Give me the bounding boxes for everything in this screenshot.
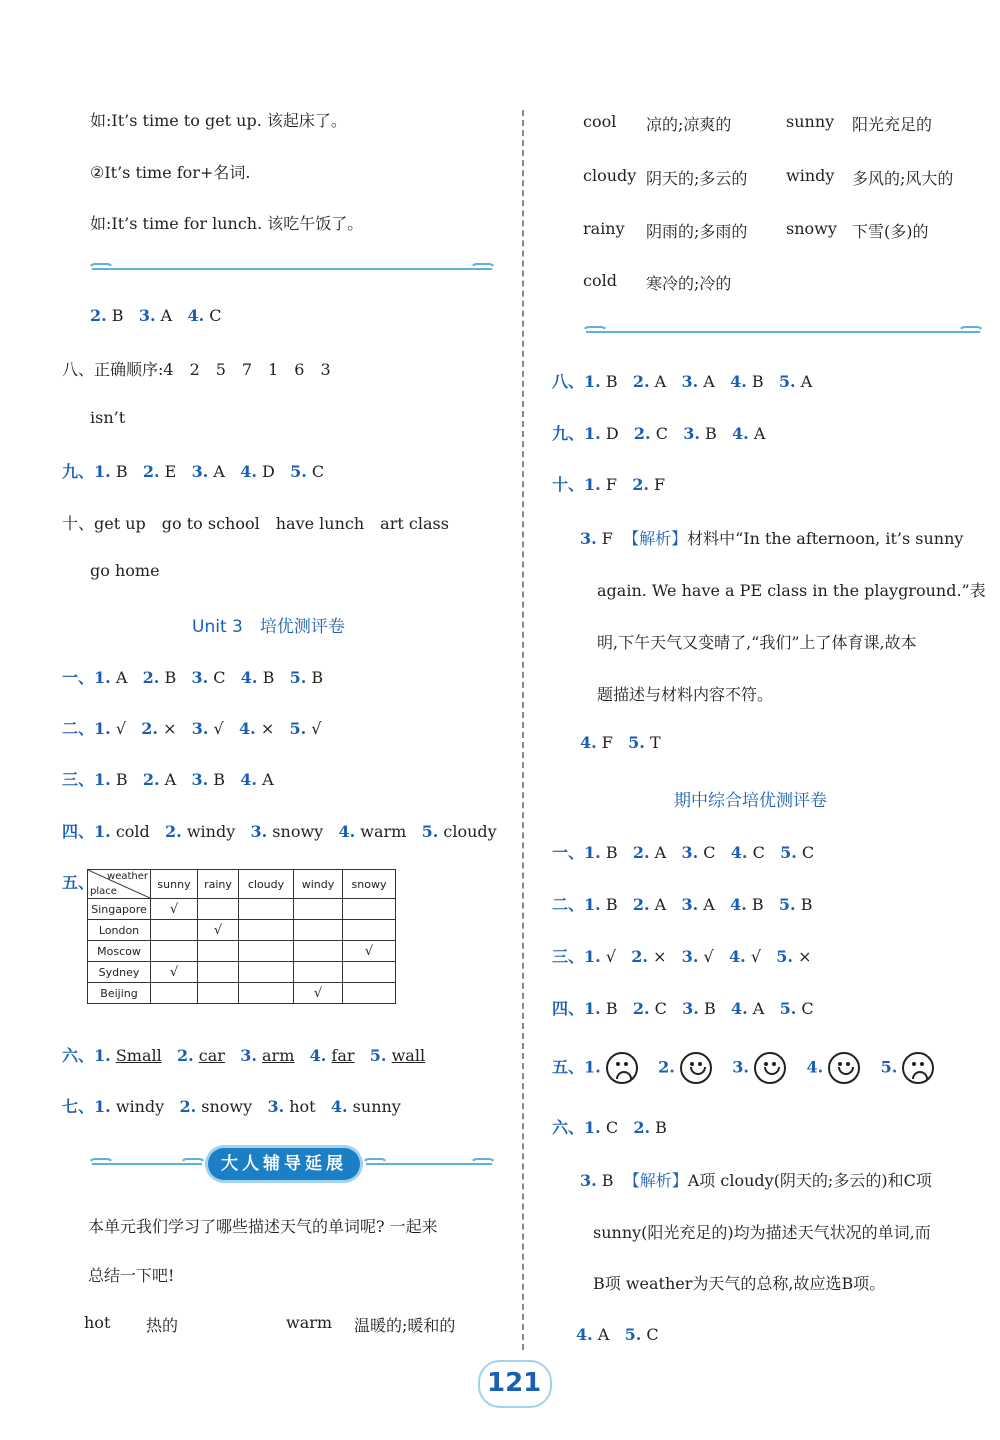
word-hot-cn: 热的 — [146, 1316, 179, 1335]
word-warm: warm — [286, 1313, 333, 1332]
word-cn: 阳光充足的 — [852, 115, 933, 134]
unit3-title: Unit 3 培优测评卷 — [192, 617, 345, 637]
happy-face-icon — [680, 1052, 712, 1084]
section-divider — [586, 331, 980, 333]
midterm-title: 期中综合培优测评卷 — [674, 791, 827, 811]
cell-mark: √ — [294, 983, 343, 1004]
corner-place: place — [90, 886, 117, 897]
row-place: Singapore — [88, 899, 151, 920]
cell-mark — [198, 899, 239, 920]
cell-mark — [294, 899, 343, 920]
example-lunch: 如:It’s time for lunch. 该吃午饭了。 — [90, 214, 364, 233]
col-header: rainy — [198, 870, 239, 899]
word-en: snowy — [786, 219, 837, 238]
midterm-part6: 六、1. C 2. B — [552, 1118, 667, 1137]
row-place: Sydney — [88, 962, 151, 983]
col-header: snowy — [343, 870, 396, 899]
analysis-line-2: sunny(阳光充足的)均为描述天气状况的单词,而 — [593, 1223, 931, 1242]
unit3-part1: 一、1. A 2. B 3. C 4. B 5. B — [62, 668, 324, 687]
answers-2-4: 2. B 3. A 4. C — [90, 306, 222, 325]
col-header: cloudy — [239, 870, 294, 899]
cell-mark — [198, 941, 239, 962]
word-cn: 阴雨的;多雨的 — [646, 222, 748, 241]
cell-mark — [294, 962, 343, 983]
word-cn: 多风的;风大的 — [852, 169, 954, 188]
table-row — [88, 941, 396, 962]
right-section-10: 十、1. F 2. F — [552, 475, 666, 494]
table-row — [88, 899, 396, 920]
example-get-up: 如:It’s time to get up. 该起床了。 — [90, 111, 347, 130]
midterm-part6-q3: 3. B 【解析】A项 cloudy(阴天的;多云的)和C项 — [580, 1171, 932, 1190]
cell-mark — [239, 941, 294, 962]
cell-mark — [239, 962, 294, 983]
table-corner — [88, 870, 151, 899]
word-cn: 凉的;凉爽的 — [646, 115, 732, 134]
midterm-part5: 五、1. 2. 3. 4. 5. — [552, 1052, 934, 1084]
cell-mark: √ — [198, 920, 239, 941]
word-warm-cn: 温暖的;暖和的 — [354, 1316, 456, 1335]
section-10-extra: go home — [90, 561, 160, 580]
cell-mark — [151, 941, 198, 962]
badge-divider-right — [366, 1163, 492, 1165]
midterm-part3: 三、1. √ 2. × 3. √ 4. √ 5. × — [552, 947, 812, 966]
row-place: Moscow — [88, 941, 151, 962]
section-10-answers: 十、get up go to school have lunch art class — [62, 514, 449, 533]
word-cn: 寒冷的;冷的 — [646, 274, 732, 293]
cell-mark — [151, 920, 198, 941]
cell-mark — [294, 920, 343, 941]
cell-mark — [239, 920, 294, 941]
midterm-part6-q45: 4. A 5. C — [576, 1325, 659, 1344]
word-en: cloudy — [583, 166, 637, 185]
unit3-part5-label: 五、 — [62, 873, 95, 892]
word-cn: 阴天的;多云的 — [646, 169, 748, 188]
cell-mark — [343, 983, 396, 1004]
cell-mark: √ — [343, 941, 396, 962]
section-divider — [92, 268, 492, 270]
analysis-line-3: 明,下午天气又变晴了,“我们”上了体育课,故本 — [597, 633, 917, 652]
midterm-part1: 一、1. B 2. A 3. C 4. C 5. C — [552, 843, 815, 862]
cell-mark — [151, 983, 198, 1004]
badge-divider-left — [92, 1163, 202, 1165]
right-section-10-q3: 3. F 【解析】材料中“In the afternoon, it’s sunny — [580, 529, 964, 548]
word-en: windy — [786, 166, 835, 185]
analysis-line-3: B项 weather为天气的总称,故应选B项。 — [593, 1274, 886, 1293]
table-row — [88, 920, 396, 941]
section-9-answers: 九、1. B 2. E 3. A 4. D 5. C — [62, 462, 325, 481]
right-section-10-q45: 4. F 5. T — [580, 733, 661, 752]
word-en: cool — [583, 112, 617, 131]
corner-weather: weather — [107, 871, 148, 882]
cell-mark — [343, 920, 396, 941]
extension-text-1: 本单元我们学习了哪些描述天气的单词呢? 一起来 — [88, 1217, 438, 1236]
cell-mark — [198, 983, 239, 1004]
midterm-part2: 二、1. B 2. A 3. A 4. B 5. B — [552, 895, 813, 914]
word-hot: hot — [84, 1313, 111, 1332]
sad-face-icon — [902, 1052, 934, 1084]
column-separator — [522, 110, 524, 1350]
cell-mark: √ — [151, 899, 198, 920]
cell-mark — [198, 962, 239, 983]
unit3-part2: 二、1. √ 2. × 3. √ 4. × 5. √ — [62, 719, 322, 738]
happy-face-icon — [828, 1052, 860, 1084]
rule-time-for: ②It’s time for+名词. — [90, 163, 251, 182]
midterm-part4: 四、1. B 2. C 3. B 4. A 5. C — [552, 999, 814, 1018]
unit3-part7: 七、1. windy 2. snowy 3. hot 4. sunny — [62, 1097, 401, 1116]
cell-mark: √ — [151, 962, 198, 983]
page-number: 121 — [487, 1368, 542, 1398]
right-section-8: 八、1. B 2. A 3. A 4. B 5. A — [552, 372, 813, 391]
word-cn: 下雪(多)的 — [852, 222, 929, 241]
section-8-extra: isn’t — [90, 408, 126, 427]
row-place: London — [88, 920, 151, 941]
extension-badge: 大人辅导延展 — [208, 1148, 360, 1180]
row-place: Beijing — [88, 983, 151, 1004]
analysis-line-4: 题描述与材料内容不符。 — [597, 685, 774, 704]
extension-text-2: 总结一下吧! — [88, 1266, 175, 1285]
col-header: sunny — [151, 870, 198, 899]
cell-mark — [239, 899, 294, 920]
col-header: windy — [294, 870, 343, 899]
cell-mark — [343, 899, 396, 920]
sad-face-icon — [606, 1052, 638, 1084]
table-row — [88, 962, 396, 983]
table-row — [88, 983, 396, 1004]
happy-face-icon — [754, 1052, 786, 1084]
unit3-part3: 三、1. B 2. A 3. B 4. A — [62, 770, 274, 789]
cell-mark — [343, 962, 396, 983]
right-section-9: 九、1. D 2. C 3. B 4. A — [552, 424, 766, 443]
weather-table — [87, 869, 396, 1004]
analysis-line-2: again. We have a PE class in the playground.”表 — [597, 581, 986, 600]
section-8-order: 八、正确顺序:4 2 5 7 1 6 3 — [62, 360, 331, 379]
cell-mark — [239, 983, 294, 1004]
unit3-part4: 四、1. cold 2. windy 3. snowy 4. warm 5. cloudy — [62, 822, 497, 841]
word-en: rainy — [583, 219, 625, 238]
word-en: cold — [583, 271, 617, 290]
unit3-part6: 六、1. Small 2. car 3. arm 4. far 5. wall — [62, 1046, 426, 1065]
cell-mark — [294, 941, 343, 962]
word-en: sunny — [786, 112, 835, 131]
